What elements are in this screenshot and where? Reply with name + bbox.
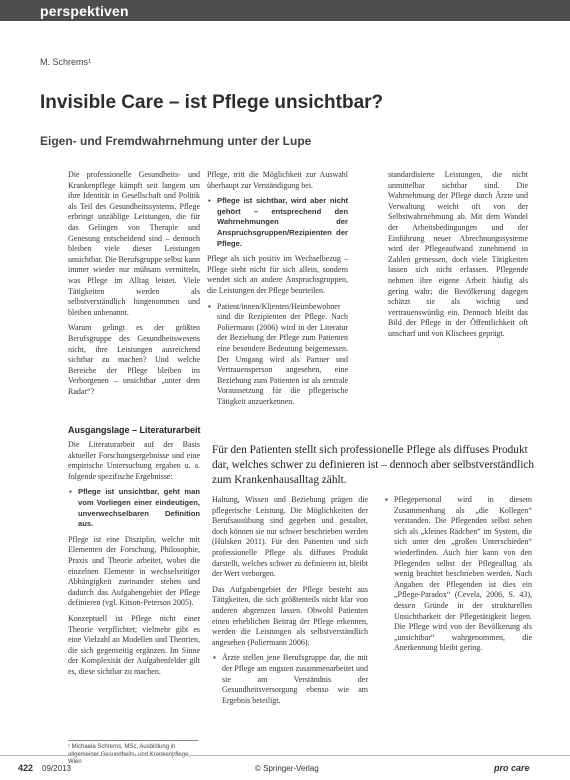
bullet-item: ▪ Patient/innen/Klienten/Heimbewohner sind die Rezipienten der Pflege. Nach Poliermann (2006) wird in der Literatur der Beziehung der Pflege zum Patienten eine besondere Bedeutung beigemessen. Der Umgang wird als Partner und Vertrauensperson angesehen, eine Beziehung zum Patienten ist als zentrale Voraussetzung für die pflegerische Tätigkeit anzuerkennen. — [207, 302, 348, 408]
text-column-4 — [68, 440, 200, 695]
journal-name: pro care — [494, 763, 530, 773]
author-line: M. Schrems¹ — [40, 57, 92, 67]
bullet-item: ▪ Ärzte stellen jene Berufsgruppe dar, die mit der Pflege am engsten zusammenarbeitet und sie am Verständnis der Gesundheitsversorgung ebenso wie am Ergebnis beteiligt. — [212, 653, 368, 706]
pull-quote: Für den Patienten stellt sich professionelle Pflege als diffuses Produkt dar, welches schwer zu definieren ist – dennoch aber selbstverständlich zum Krankenhausalltag zählt. — [212, 444, 535, 486]
page-number: 422 — [18, 763, 34, 773]
text-column-6 — [384, 495, 532, 760]
paragraph: Warum gelingt es der größten Berufsgruppe des Gesundheitswesens nicht, ihre Leistungen ausreichend sichtbar zu machen? Und welche Bereiche der Pflege bleiben im Verborgenen – unsichtbar „unter dem Radar“? — [68, 323, 200, 396]
section-header-bar — [0, 0, 570, 21]
publisher: © Springer-Verlag — [255, 764, 319, 773]
bullet-item: ▪ Pflegepersonal wird in diesem Zusammenhang als „die Kollegen“ verstanden. Die Pflegenden selbst sehen sich als „kleines Rädchen“ im System, die sich unter den „großen Unterschieden“ wiederfinden. Auch hier kann von den Pflegenden selbst der Pflegealltag als wenig beachtet beschrieben werden. Nach Angaben der Pflegenden ist dies ein „Pflege-Paradox“ (Cevela, 2006, S. 43), dessen Gründe in der strukturellen Unsichtbarkeit der Pflegetätigkeit liegen. Die Pflege wird von der Bevölkerung als „unsichtbar“ wahrgenommen, die Anerkennung bleibt gering. — [384, 495, 532, 654]
article-subtitle: Eigen- und Fremdwahrnehmung unter der Lupe — [40, 134, 312, 148]
text-column-3 — [388, 170, 528, 410]
paragraph: Konzeptuell ist Pflege nicht einer Theorie verpflichtet; vielmehr gibt es eine Vielzahl an Modellen und Theorien, die sich gegenseitig ergänzen. Im Sinne der Komplexität der Aufgabenfelder gilt es, diese sichtbar zu machen. — [68, 613, 200, 676]
text-column-1 — [68, 170, 200, 410]
bullet-finding: ▪ Pflege ist sichtbar, wird aber nicht gehört – entsprechend den Wahrnehmungen der Anspruchsgruppen/Rezipienten der Pflege. — [207, 196, 348, 249]
section-heading: Ausgangslage – Literaturarbeit — [68, 425, 201, 435]
paragraph: Das Aufgabengebiet der Pflege besteht aus Tätigkeiten, die sich größtenteils nicht klar von anderen abgrenzen lassen. Obwohl Patienten einen erheblichen Beitrag der Pflege erkennen, werden die Leistungen als selbstverständlich angesehen (Poliermann 2006). — [212, 584, 368, 647]
text-column-2 — [207, 170, 348, 410]
bullet-finding: ▪ Pflege ist unsichtbar, geht man vom Vorliegen einer eindeutigen, unverwechselbaren Definition aus. — [68, 487, 200, 529]
paragraph: Die Literaturarbeit auf der Basis aktueller Forschungsergebnisse und eine empirische Untersuchung ergaben u. a. folgende spezifische Ergebnisse: — [68, 440, 200, 481]
paragraph: Haltung, Wissen und Beziehung prägen die pflegerische Leistung. Die Möglichkeiten der Berufsausübung sind gegeben und gestaltet, doch können sie nur schwer beschrieben werden (Hülsken 2011). Für den Patienten und sich professionelle Pflege als diffuses Produkt darstellt, welches schwer zu definieren ist, bleibt der Wert verborgen. — [212, 495, 368, 579]
paragraph: Die professionelle Gesundheits- und Krankenpflege kämpft seit langem um ihre Identität in Gesellschaft und Politik als Teil des Gesundheitssystems. Pflege erbringt unzählige Leistungen, die für das Gelingen von Therapie und Genesung entscheidend sind – dennoch bleiben viele dieser Leistungen unsichtbar. Die Berufsgruppe selbst kann immer wieder nur mühsam vermitteln, was Pflege im Alltag leistet. Viele Tätigkeiten werden als selbstverständlich hingenommen und bleiben unbenannt. — [68, 170, 200, 317]
paragraph: Pflege als sich positiv im Wechselbezug – Pflege steht nicht für sich allein, sondern wendet sich an andere Anspruchsgruppen, die Leistungen der Pflege beurteilen. — [207, 254, 348, 295]
section-label: perspektiven — [40, 3, 129, 19]
paragraph: Pflege ist eine Disziplin, welche mit Elementen der Forschung, Philosophie, Praxis und Theorie arbeitet, wobei die einzelnen Elemente in wechselseitiger Abhängigkeit zueinander stehen und dadurch das Aufgabengebiet der Pflege definieren (vgl. Kitson-Peterson 2005). — [68, 534, 200, 608]
page-footer — [0, 758, 570, 778]
paragraph: Pflege, tritt die Möglichkeit zur Auswahl überhaupt zur Verständigung bei. — [207, 170, 348, 190]
issue-date: 09/2013 — [42, 764, 71, 773]
text-column-5 — [212, 495, 368, 760]
paragraph: standardisierte Leistungen, die nicht unmittelbar sichtbar sind. Die Wahrnehmung der Pflege durch Ärzte und Verwaltung weicht oft von der Selbstwahrnehmung ab. Mit dem Wandel der Arbeitsbedingungen und der Einführung neuer Abrechnungssysteme wird der Pflegeaufwand zunehmend in Zahlen gemessen, doch viele Tätigkeiten lassen sich nicht erfassen. Pflegende nehmen ihre eigene Arbeit häufig als gering wahr; die Bevölkerung dagegen schätzt sie als wichtig und vertrauenswürdig ein. Dennoch bleibt das Bild der Pflege in der Öffentlichkeit oft unscharf und von Klischees geprägt. — [388, 170, 528, 338]
article-title: Invisible Care – ist Pflege unsichtbar? — [40, 92, 384, 113]
footnote: ¹ Michaela Schrems, MSc, Ausbildung in Wien — [68, 740, 198, 767]
footer-divider — [0, 755, 570, 756]
